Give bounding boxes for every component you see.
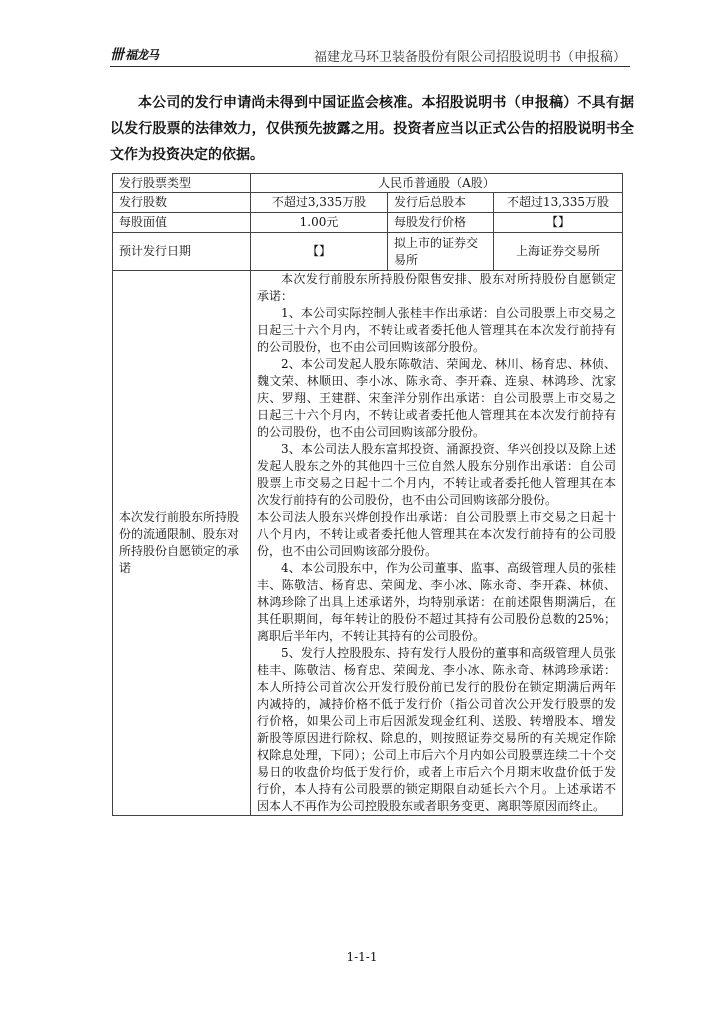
table-row xyxy=(113,271,623,816)
issue-shares-value: 不超过3,335万股 xyxy=(251,193,388,213)
commitment-paragraph: 4、本公司股东中，作为公司董事、监事、高级管理人员的张桂丰、陈敬洁、杨育忠、荣闽龙、李小冰、陈永奇、李开森、林侦、林鸿珍除了出具上述承诺外，均特别承诺：在前述限售期满后，在其任职期间，每年转让的股份不超过其持有公司股份总数的25%；离职后半年内，不转让其持有的公司股份。 xyxy=(257,561,617,643)
exchange-label: 拟上市的证券交易所 xyxy=(388,233,494,271)
logo-mark-icon: 卌 xyxy=(110,47,123,63)
commitment-paragraph: 本公司法人股东兴烨创投作出承诺：自公司股票上市交易之日起十八个月内，不转让或者委托他人管理其在本次发行前持有的公司股份，也不由公司回购该部分股份。 xyxy=(257,510,617,558)
commitment-paragraph: 2、本公司发起人股东陈敬洁、荣闽龙、林川、杨育忠、林侦、魏文荣、林顺田、李小冰、陈永奇、李开森、连泉、林鸿珍、沈家庆、罗翔、王建群、宋奎洋分别作出承诺：自公司股票上市交易之日起三十六个月内，不转让或者委托他人管理其在本次发行前持有的公司股份，也不由公司回购该部分股份。 xyxy=(257,357,617,439)
total-shares-value: 不超过13,335万股 xyxy=(494,193,623,213)
share-type-value: 人民币普通股（A股） xyxy=(251,174,623,193)
table-row xyxy=(113,193,623,213)
commitment-paragraph: 5、发行人控股股东、持有发行人股份的董事和高级管理人员张桂丰、陈敬洁、杨育忠、荣闽龙、李小冰、陈永奇、林鸿珍承诺：本人所持公司首次公开发行股份前已发行的股份在锁定期满后两年内减持的，减持价格不低于发行价（指公司首次公开发行股票的发行价格，如果公司上市后因派发现金红利、送股、转增股本、增发新股等原因进行除权、除息的，则按照证券交易所的有关规定作除权除息处理，下同）；公司上市后六个月内如公司股票连续二十个交易日的收盘价均低于发行价，或者上市后六个月期末收盘价低于发行价，本人持有公司股票的锁定期限自动延长六个月。上述承诺不因本人不再作为公司控股股东或者职务变更、离职等原因而终止。 xyxy=(257,646,617,813)
disclaimer-notice: 本公司的发行申请尚未得到中国证监会核准。本招股说明书（申报稿）不具有据以发行股票的法律效力，仅供预先披露之用。投资者应当以正式公告的招股说明书全文作为投资决定的依据。 xyxy=(110,95,634,163)
issue-price-label: 每股发行价格 xyxy=(388,213,494,233)
table-row xyxy=(113,233,623,271)
commitment-paragraph: 本次发行前股东所持股份限售安排、股东对所持股份自愿锁定承诺： xyxy=(257,272,617,303)
offering-summary-table xyxy=(112,173,623,816)
issue-shares-label: 发行股数 xyxy=(113,193,251,213)
commitment-paragraph: 3、本公司法人股东富邦投资、涌源投资、华兴创投以及除上述发起人股东之外的其他四十三位自然人股东分别作出承诺：自公司股票上市交易之日起十二个月内，不转让或者委托他人管理其在本次发行前持有的公司股份，也不由公司回购该部分股份。 xyxy=(257,442,617,507)
lockup-commitments xyxy=(251,271,623,816)
issue-date-label: 预计发行日期 xyxy=(113,233,251,271)
total-shares-label: 发行后总股本 xyxy=(388,193,494,213)
table-row xyxy=(113,174,623,193)
issue-price-value: 【】 xyxy=(494,213,623,233)
company-logo xyxy=(110,44,158,64)
page-number: 1-1-1 xyxy=(346,950,378,964)
document-title: 福建龙马环卫装备股份有限公司招股说明书（申报稿） xyxy=(313,50,626,65)
commitment-paragraph: 1、本公司实际控制人张桂丰作出承诺：自公司股票上市交易之日起三十六个月内，不转让或者委托他人管理其在本次发行前持有的公司股份，也不由公司回购该部分股份。 xyxy=(257,306,617,354)
lockup-label: 本次发行前股东所持股份的流通限制、股东对所持股份自愿锁定的承诺 xyxy=(113,271,251,816)
par-value-label: 每股面值 xyxy=(113,213,251,233)
share-type-label: 发行股票类型 xyxy=(113,174,251,193)
logo-text: 福龙马 xyxy=(125,48,159,62)
page-header xyxy=(110,44,630,67)
issue-date-value: 【】 xyxy=(251,233,388,271)
exchange-value: 上海证券交易所 xyxy=(494,233,623,271)
table-row xyxy=(113,213,623,233)
par-value-value: 1.00元 xyxy=(251,213,388,233)
